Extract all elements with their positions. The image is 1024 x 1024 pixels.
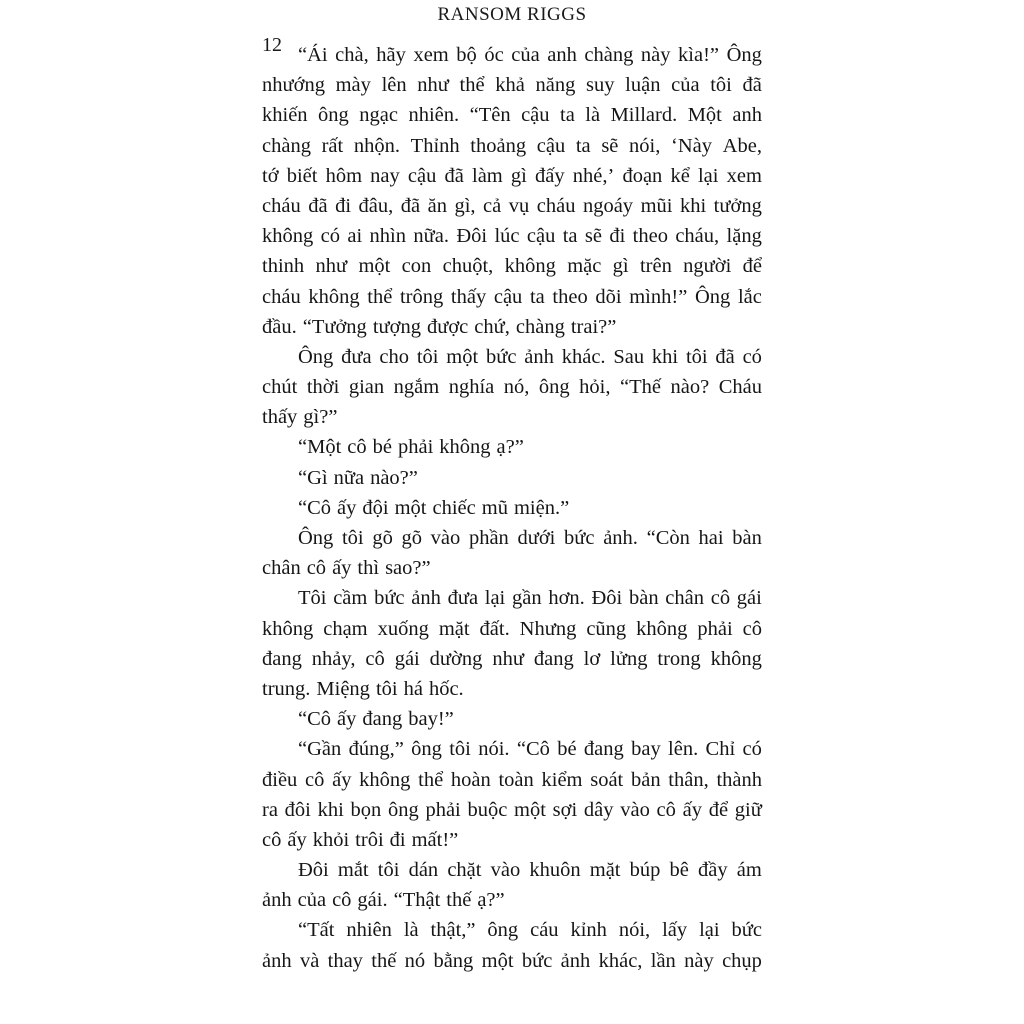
text-line: ra đôi khi bọn ông phải buộc một sợi dây vào cô ấy để giữ <box>262 798 762 821</box>
text-line: khiến ông ngạc nhiên. “Tên cậu ta là Millard. Một anh <box>262 104 762 127</box>
text-line: Ông đưa cho tôi một bức ảnh khác. Sau khi tôi đã có <box>298 345 762 368</box>
text-line: thinh như một con chuột, không mặc gì trên người để <box>262 255 762 278</box>
text-line: “Cô ấy đang bay!” <box>298 708 454 731</box>
text-line: “Ái chà, hãy xem bộ óc của anh chàng này kìa!” Ông <box>298 44 762 66</box>
text-line: ảnh và thay thế nó bằng một bức ảnh khác, lần này chụp <box>262 949 762 972</box>
text-line: chút thời gian ngắm nghía nó, ông hỏi, “Thế nào? Cháu <box>262 376 762 399</box>
text-line: Đôi mắt tôi dán chặt vào khuôn mặt búp bê đầy ám <box>298 859 762 882</box>
text-line: không có ai nhìn nữa. Đôi lúc cậu ta sẽ đi theo cháu, lặng <box>262 225 762 248</box>
text-line: “Cô ấy đội một chiếc mũ miện.” <box>298 496 570 519</box>
running-head: RANSOM RIGGS <box>437 4 587 25</box>
text-line: trung. Miệng tôi há hốc. <box>262 677 464 700</box>
text-line: chàng rất nhộn. Thỉnh thoảng cậu ta sẽ nói, ‘Này Abe, <box>262 134 762 157</box>
text-line: nhướng mày lên như thể khả năng suy luận của tôi đã <box>262 74 762 97</box>
text-line: chân cô ấy thì sao?” <box>262 557 431 580</box>
text-line: “Một cô bé phải không ạ?” <box>298 436 524 459</box>
text-line: “Gì nữa nào?” <box>298 466 418 489</box>
text-line: cô ấy khỏi trôi đi mất!” <box>262 828 459 851</box>
text-line: điều cô ấy không thể hoàn toàn kiểm soát bản thân, thành <box>262 768 762 791</box>
text-line: Ông tôi gõ gõ vào phần dưới bức ảnh. “Còn hai bàn <box>298 527 762 549</box>
text-line: cháu không thể trông thấy cậu ta theo dõi mình!” Ông lắc <box>262 285 762 308</box>
text-line: Tôi cầm bức ảnh đưa lại gần hơn. Đôi bàn chân cô gái <box>298 587 762 610</box>
text-line: không chạm xuống mặt đất. Nhưng cũng không phải cô <box>262 617 762 640</box>
page-number: 12 <box>262 34 282 56</box>
text-line: tớ biết hôm nay cậu đã làm gì đấy nhé,’ đoạn kể lại xem <box>262 164 762 187</box>
text-line: ảnh của cô gái. “Thật thế ạ?” <box>262 889 505 912</box>
text-line: thấy gì?” <box>262 406 338 429</box>
text-line: cháu đã đi đâu, đã ăn gì, cả vụ cháu ngoáy mũi khi tưởng <box>262 194 762 217</box>
text-line: đầu. “Tưởng tượng được chứ, chàng trai?” <box>262 315 617 338</box>
body-text <box>262 40 762 976</box>
text-line: “Gần đúng,” ông tôi nói. “Cô bé đang bay lên. Chỉ có <box>298 738 762 761</box>
text-line: “Tất nhiên là thật,” ông cáu kỉnh nói, lấy lại bức <box>298 919 762 942</box>
text-line: đang nhảy, cô gái dường như đang lơ lửng trong không <box>262 647 762 670</box>
